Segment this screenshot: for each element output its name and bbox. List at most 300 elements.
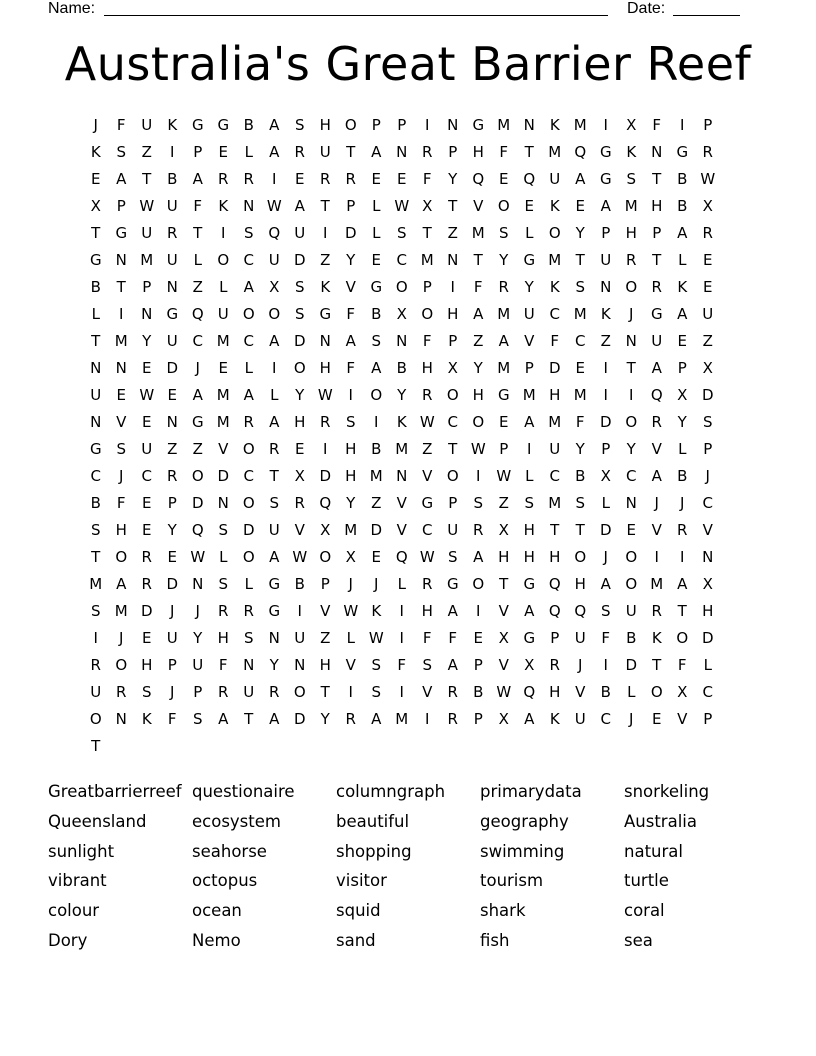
grid-letter[interactable]: R (218, 683, 229, 701)
grid-letter[interactable]: W (368, 629, 384, 647)
grid-letter[interactable]: P (601, 224, 611, 242)
grid-letter[interactable]: D (293, 710, 306, 728)
grid-letter[interactable]: C (702, 494, 713, 512)
grid-letter[interactable]: D (293, 251, 306, 269)
grid-letter[interactable]: G (523, 575, 536, 593)
grid-letter[interactable]: X (702, 197, 713, 215)
grid-letter[interactable]: R (422, 143, 433, 161)
grid-letter[interactable]: K (677, 278, 688, 296)
grid-letter[interactable]: T (473, 251, 483, 269)
grid-letter[interactable]: H (447, 305, 459, 323)
grid-letter[interactable]: D (701, 629, 714, 647)
grid-letter[interactable]: O (293, 683, 306, 701)
grid-letter[interactable]: U (294, 224, 306, 242)
grid-letter[interactable]: I (323, 224, 328, 242)
grid-letter[interactable]: O (497, 197, 510, 215)
grid-letter[interactable]: S (473, 494, 484, 512)
grid-letter[interactable]: A (600, 575, 611, 593)
grid-letter[interactable]: M (548, 251, 562, 269)
grid-letter[interactable]: J (629, 710, 634, 728)
grid-letter[interactable]: W (266, 197, 282, 215)
grid-letter[interactable]: D (344, 224, 357, 242)
grid-letter[interactable]: Q (395, 548, 408, 566)
grid-letter[interactable]: S (269, 494, 280, 512)
grid-letter[interactable]: Q (548, 575, 561, 593)
grid-letter[interactable]: G (370, 278, 383, 296)
grid-letter[interactable]: X (90, 197, 101, 215)
grid-letter[interactable]: L (601, 494, 610, 512)
grid-letter[interactable]: S (218, 521, 229, 539)
grid-letter[interactable]: A (371, 143, 382, 161)
grid-letter[interactable]: P (448, 494, 458, 512)
grid-letter[interactable]: T (499, 575, 509, 593)
grid-letter[interactable]: H (294, 413, 306, 431)
grid-letter[interactable]: Y (269, 656, 279, 674)
grid-letter[interactable]: W (394, 197, 410, 215)
grid-letter[interactable]: X (345, 548, 356, 566)
grid-letter[interactable]: C (243, 332, 254, 350)
grid-letter[interactable]: W (139, 197, 155, 215)
grid-letter[interactable]: I (450, 278, 455, 296)
grid-letter[interactable]: X (498, 629, 509, 647)
grid-letter[interactable]: C (549, 305, 560, 323)
grid-letter[interactable]: F (116, 116, 126, 134)
grid-letter[interactable]: O (89, 710, 102, 728)
grid-letter[interactable]: N (702, 548, 714, 566)
grid-letter[interactable]: T (422, 224, 432, 242)
grid-letter[interactable]: N (192, 575, 204, 593)
grid-letter[interactable]: Z (498, 494, 509, 512)
grid-letter[interactable]: B (677, 170, 688, 188)
grid-letter[interactable]: U (702, 305, 714, 323)
grid-letter[interactable]: O (395, 278, 408, 296)
grid-letter[interactable]: N (217, 494, 229, 512)
grid-letter[interactable]: F (422, 332, 432, 350)
grid-letter[interactable]: S (498, 224, 509, 242)
grid-letter[interactable]: T (550, 521, 560, 539)
grid-letter[interactable]: U (574, 710, 586, 728)
grid-letter[interactable]: N (396, 332, 408, 350)
grid-letter[interactable]: U (447, 521, 459, 539)
grid-letter[interactable]: V (677, 710, 688, 728)
grid-letter[interactable]: W (496, 683, 512, 701)
grid-letter[interactable]: I (629, 386, 634, 404)
grid-letter[interactable]: B (294, 575, 305, 593)
grid-letter[interactable]: A (243, 386, 254, 404)
grid-letter[interactable]: E (677, 332, 687, 350)
grid-letter[interactable]: H (421, 359, 433, 377)
grid-letter[interactable]: L (372, 224, 381, 242)
grid-letter[interactable]: V (116, 413, 127, 431)
grid-letter[interactable]: I (399, 683, 404, 701)
grid-letter[interactable]: Y (397, 386, 407, 404)
grid-letter[interactable]: T (346, 143, 356, 161)
grid-letter[interactable]: V (396, 494, 407, 512)
grid-letter[interactable]: N (268, 629, 280, 647)
grid-letter[interactable]: A (575, 170, 586, 188)
grid-letter[interactable]: B (575, 467, 586, 485)
grid-letter[interactable]: Y (346, 494, 356, 512)
grid-letter[interactable]: C (600, 710, 611, 728)
grid-letter[interactable]: S (371, 656, 382, 674)
grid-letter[interactable]: F (397, 656, 407, 674)
grid-letter[interactable]: E (524, 197, 534, 215)
grid-letter[interactable]: F (422, 629, 432, 647)
grid-letter[interactable]: C (243, 467, 254, 485)
grid-letter[interactable]: P (142, 278, 152, 296)
grid-letter[interactable]: S (702, 413, 713, 431)
grid-letter[interactable]: K (549, 116, 560, 134)
grid-letter[interactable]: L (219, 548, 228, 566)
grid-letter[interactable]: H (625, 224, 637, 242)
grid-letter[interactable]: P (371, 116, 381, 134)
grid-letter[interactable]: X (294, 467, 305, 485)
grid-letter[interactable]: S (422, 656, 433, 674)
grid-letter[interactable]: O (242, 440, 255, 458)
grid-letter[interactable]: V (294, 521, 305, 539)
grid-letter[interactable]: J (654, 494, 659, 512)
grid-letter[interactable]: W (470, 440, 486, 458)
grid-letter[interactable]: N (523, 116, 535, 134)
grid-letter[interactable]: K (218, 197, 229, 215)
grid-letter[interactable]: L (678, 440, 687, 458)
grid-letter[interactable]: Y (677, 413, 687, 431)
grid-letter[interactable]: A (447, 602, 458, 620)
grid-letter[interactable]: G (217, 116, 230, 134)
grid-letter[interactable]: O (676, 629, 689, 647)
grid-letter[interactable]: X (498, 521, 509, 539)
grid-letter[interactable]: U (166, 332, 178, 350)
grid-letter[interactable]: P (346, 197, 356, 215)
grid-letter[interactable]: E (167, 548, 177, 566)
grid-letter[interactable]: H (498, 548, 510, 566)
grid-letter[interactable]: H (523, 521, 535, 539)
grid-letter[interactable]: U (141, 440, 153, 458)
grid-letter[interactable]: S (218, 575, 229, 593)
grid-letter[interactable]: F (448, 629, 458, 647)
grid-letter[interactable]: B (677, 197, 688, 215)
grid-letter[interactable]: H (523, 548, 535, 566)
grid-letter[interactable]: V (498, 602, 509, 620)
grid-letter[interactable]: M (344, 521, 358, 539)
grid-letter[interactable]: A (269, 710, 280, 728)
grid-letter[interactable]: R (243, 170, 254, 188)
grid-letter[interactable]: E (703, 278, 713, 296)
grid-letter[interactable]: I (272, 170, 277, 188)
grid-letter[interactable]: K (626, 143, 637, 161)
grid-letter[interactable]: Q (472, 170, 485, 188)
grid-letter[interactable]: I (170, 143, 175, 161)
grid-letter[interactable]: U (294, 629, 306, 647)
grid-letter[interactable]: W (496, 467, 512, 485)
grid-letter[interactable]: E (575, 359, 585, 377)
grid-letter[interactable]: H (115, 521, 127, 539)
grid-letter[interactable]: I (297, 602, 302, 620)
grid-letter[interactable]: O (421, 305, 434, 323)
grid-letter[interactable]: Y (626, 440, 636, 458)
grid-letter[interactable]: M (497, 305, 511, 323)
grid-letter[interactable]: D (140, 602, 153, 620)
grid-letter[interactable]: J (93, 116, 98, 134)
grid-letter[interactable]: T (91, 737, 101, 755)
grid-letter[interactable]: R (651, 413, 662, 431)
grid-letter[interactable]: V (218, 440, 229, 458)
grid-letter[interactable]: A (473, 305, 484, 323)
grid-letter[interactable]: S (90, 602, 101, 620)
grid-letter[interactable]: R (167, 467, 178, 485)
grid-letter[interactable]: L (270, 386, 279, 404)
grid-letter[interactable]: B (677, 467, 688, 485)
grid-letter[interactable]: U (217, 305, 229, 323)
grid-letter[interactable]: V (396, 521, 407, 539)
grid-letter[interactable]: D (217, 467, 230, 485)
grid-letter[interactable]: M (471, 224, 485, 242)
grid-letter[interactable]: P (167, 656, 177, 674)
grid-letter[interactable]: A (192, 170, 203, 188)
grid-letter[interactable]: U (243, 683, 255, 701)
grid-letter[interactable]: T (524, 143, 534, 161)
grid-letter[interactable]: W (292, 548, 308, 566)
grid-letter[interactable]: E (371, 170, 381, 188)
grid-letter[interactable]: A (447, 656, 458, 674)
grid-letter[interactable]: C (192, 332, 203, 350)
grid-letter[interactable]: B (473, 683, 484, 701)
grid-letter[interactable]: D (599, 413, 612, 431)
grid-letter[interactable]: R (345, 170, 356, 188)
grid-letter[interactable]: E (218, 143, 228, 161)
grid-letter[interactable]: N (115, 710, 127, 728)
grid-letter[interactable]: F (422, 170, 432, 188)
grid-letter[interactable]: U (651, 332, 663, 350)
grid-letter[interactable]: Z (192, 278, 203, 296)
grid-letter[interactable]: X (396, 305, 407, 323)
grid-letter[interactable]: Y (524, 278, 534, 296)
grid-letter[interactable]: O (217, 251, 230, 269)
grid-letter[interactable]: O (650, 683, 663, 701)
grid-letter[interactable]: Z (422, 440, 433, 458)
grid-letter[interactable]: P (703, 440, 713, 458)
grid-letter[interactable]: I (399, 629, 404, 647)
grid-letter[interactable]: D (319, 467, 332, 485)
grid-letter[interactable]: T (320, 197, 330, 215)
grid-letter[interactable]: T (575, 521, 585, 539)
grid-letter[interactable]: K (141, 710, 152, 728)
grid-letter[interactable]: M (369, 467, 383, 485)
grid-letter[interactable]: R (116, 683, 127, 701)
grid-letter[interactable]: R (651, 602, 662, 620)
grid-letter[interactable]: U (549, 440, 561, 458)
grid-letter[interactable]: I (399, 602, 404, 620)
grid-letter[interactable]: V (422, 467, 433, 485)
grid-letter[interactable]: V (575, 683, 586, 701)
grid-letter[interactable]: Z (167, 440, 178, 458)
grid-letter[interactable]: Y (499, 251, 509, 269)
grid-letter[interactable]: O (191, 467, 204, 485)
grid-letter[interactable]: Q (574, 143, 587, 161)
grid-letter[interactable]: D (191, 494, 204, 512)
grid-letter[interactable]: O (548, 224, 561, 242)
grid-letter[interactable]: B (371, 305, 382, 323)
grid-letter[interactable]: O (370, 386, 383, 404)
grid-letter[interactable]: E (575, 197, 585, 215)
grid-letter[interactable]: E (703, 251, 713, 269)
grid-letter[interactable]: C (626, 467, 637, 485)
grid-letter[interactable]: H (574, 575, 586, 593)
grid-letter[interactable]: G (89, 251, 102, 269)
grid-letter[interactable]: C (90, 467, 101, 485)
grid-letter[interactable]: E (473, 629, 483, 647)
grid-letter[interactable]: A (498, 332, 509, 350)
grid-letter[interactable]: A (600, 197, 611, 215)
grid-letter[interactable]: R (269, 440, 280, 458)
grid-letter[interactable]: Q (191, 521, 204, 539)
grid-letter[interactable]: K (320, 278, 331, 296)
grid-letter[interactable]: D (625, 656, 638, 674)
grid-letter[interactable]: G (319, 305, 332, 323)
grid-letter[interactable]: M (395, 710, 409, 728)
grid-letter[interactable]: U (141, 224, 153, 242)
grid-letter[interactable]: R (422, 575, 433, 593)
grid-letter[interactable]: N (166, 413, 178, 431)
grid-letter[interactable]: N (396, 143, 408, 161)
grid-letter[interactable]: L (397, 575, 406, 593)
grid-letter[interactable]: S (294, 305, 305, 323)
grid-letter[interactable]: E (142, 521, 152, 539)
grid-letter[interactable]: G (497, 386, 510, 404)
grid-letter[interactable]: F (346, 305, 356, 323)
grid-letter[interactable]: B (396, 359, 407, 377)
grid-letter[interactable]: R (320, 170, 331, 188)
grid-letter[interactable]: B (90, 278, 101, 296)
grid-letter[interactable]: F (346, 359, 356, 377)
grid-letter[interactable]: B (243, 116, 254, 134)
grid-letter[interactable]: Y (448, 170, 458, 188)
grid-letter[interactable]: I (527, 440, 532, 458)
grid-letter[interactable]: U (90, 386, 102, 404)
grid-letter[interactable]: I (476, 467, 481, 485)
grid-letter[interactable]: B (167, 170, 178, 188)
grid-letter[interactable]: H (217, 629, 229, 647)
grid-letter[interactable]: P (499, 440, 509, 458)
grid-letter[interactable]: E (142, 629, 152, 647)
grid-letter[interactable]: E (626, 521, 636, 539)
grid-letter[interactable]: R (269, 683, 280, 701)
grid-letter[interactable]: G (523, 251, 536, 269)
grid-letter[interactable]: V (651, 440, 662, 458)
grid-letter[interactable]: Z (192, 440, 203, 458)
grid-letter[interactable]: O (242, 305, 255, 323)
grid-letter[interactable]: H (702, 602, 714, 620)
grid-letter[interactable]: M (548, 143, 562, 161)
grid-letter[interactable]: C (243, 251, 254, 269)
grid-letter[interactable]: U (141, 116, 153, 134)
grid-letter[interactable]: O (574, 548, 587, 566)
grid-letter[interactable]: M (573, 116, 587, 134)
grid-letter[interactable]: T (116, 278, 126, 296)
grid-letter[interactable]: S (294, 278, 305, 296)
grid-letter[interactable]: N (651, 143, 663, 161)
grid-letter[interactable]: O (319, 548, 332, 566)
grid-letter[interactable]: W (419, 548, 435, 566)
grid-letter[interactable]: N (396, 467, 408, 485)
grid-letter[interactable]: J (705, 467, 710, 485)
grid-letter[interactable]: G (446, 575, 459, 593)
grid-letter[interactable]: J (603, 548, 608, 566)
grid-letter[interactable]: J (680, 494, 685, 512)
grid-letter[interactable]: I (119, 305, 124, 323)
grid-letter[interactable]: O (446, 386, 459, 404)
grid-letter[interactable]: N (90, 359, 102, 377)
grid-letter[interactable]: O (115, 656, 128, 674)
grid-letter[interactable]: Y (575, 440, 585, 458)
grid-letter[interactable]: P (448, 332, 458, 350)
grid-letter[interactable]: Q (523, 683, 536, 701)
grid-letter[interactable]: Y (142, 332, 152, 350)
grid-letter[interactable]: C (702, 683, 713, 701)
grid-letter[interactable]: N (625, 332, 637, 350)
grid-letter[interactable]: E (371, 548, 381, 566)
grid-letter[interactable]: R (498, 278, 509, 296)
grid-letter[interactable]: R (447, 683, 458, 701)
grid-letter[interactable]: W (419, 413, 435, 431)
grid-letter[interactable]: T (244, 710, 254, 728)
grid-letter[interactable]: R (141, 548, 152, 566)
grid-letter[interactable]: K (549, 197, 560, 215)
grid-letter[interactable]: X (498, 710, 509, 728)
grid-letter[interactable]: P (422, 278, 432, 296)
grid-letter[interactable]: N (243, 656, 255, 674)
grid-letter[interactable]: J (195, 602, 200, 620)
grid-letter[interactable]: U (90, 683, 102, 701)
grid-letter[interactable]: A (192, 386, 203, 404)
grid-letter[interactable]: U (319, 143, 331, 161)
grid-letter[interactable]: L (525, 224, 534, 242)
grid-letter[interactable]: Y (193, 629, 203, 647)
grid-letter[interactable]: U (166, 629, 178, 647)
grid-letter[interactable]: E (142, 413, 152, 431)
grid-letter[interactable]: V (345, 278, 356, 296)
grid-letter[interactable]: M (573, 305, 587, 323)
grid-letter[interactable]: G (268, 602, 281, 620)
grid-letter[interactable]: M (548, 413, 562, 431)
grid-letter[interactable]: L (525, 467, 534, 485)
grid-letter[interactable]: U (574, 629, 586, 647)
grid-letter[interactable]: Z (141, 143, 152, 161)
grid-letter[interactable]: S (192, 710, 203, 728)
grid-letter[interactable]: F (193, 197, 203, 215)
grid-letter[interactable]: A (269, 143, 280, 161)
grid-letter[interactable]: R (422, 386, 433, 404)
grid-letter[interactable]: J (119, 467, 124, 485)
grid-letter[interactable]: G (115, 224, 128, 242)
grid-letter[interactable]: O (115, 548, 128, 566)
grid-letter[interactable]: R (447, 710, 458, 728)
grid-letter[interactable]: E (295, 440, 305, 458)
grid-letter[interactable]: M (216, 386, 230, 404)
grid-letter[interactable]: B (90, 494, 101, 512)
grid-letter[interactable]: Q (523, 170, 536, 188)
grid-letter[interactable]: P (703, 710, 713, 728)
grid-letter[interactable]: A (524, 602, 535, 620)
grid-letter[interactable]: T (193, 224, 203, 242)
grid-letter[interactable]: N (294, 656, 306, 674)
grid-letter[interactable]: G (676, 143, 689, 161)
grid-letter[interactable]: H (319, 359, 331, 377)
grid-letter[interactable]: T (448, 197, 458, 215)
grid-letter[interactable]: G (523, 629, 536, 647)
grid-letter[interactable]: E (218, 359, 228, 377)
grid-letter[interactable]: G (421, 494, 434, 512)
